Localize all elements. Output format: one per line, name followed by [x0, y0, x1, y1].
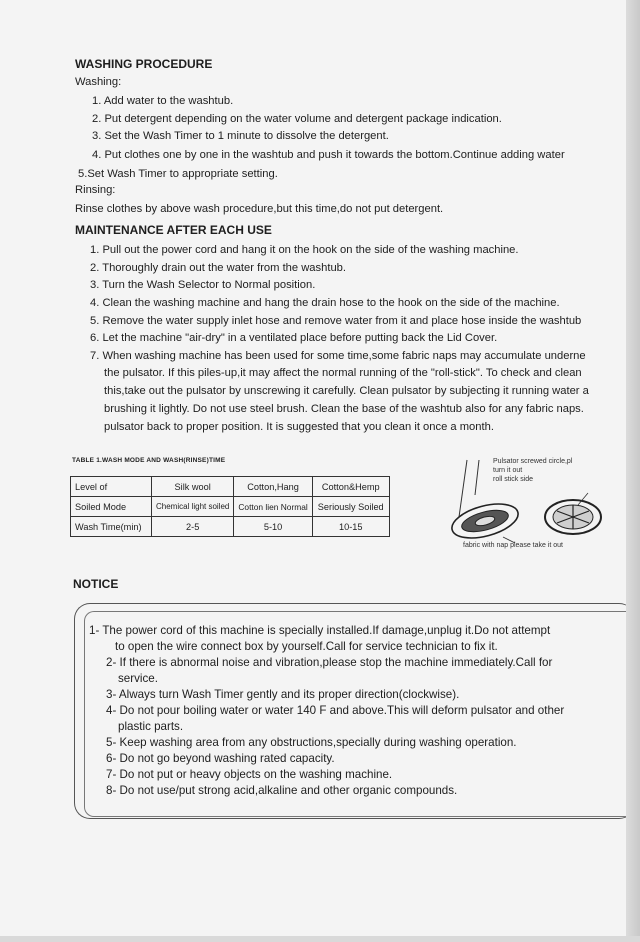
diagram-label-pulsator: Pulsator screwed circle,pl: [493, 458, 573, 465]
washing-procedure-heading: WASHING PROCEDURE: [75, 57, 213, 71]
page-edge-shadow: [626, 0, 640, 942]
notice-line: service.: [118, 672, 158, 685]
notice-line: plastic parts.: [118, 720, 184, 733]
washing-step: 5.Set Wash Timer to appropriate setting.: [78, 168, 278, 180]
table-cell: Wash Time(min): [71, 517, 152, 537]
rinsing-text: Rinse clothes by above wash procedure,but this time,do not put detergent.: [75, 203, 444, 215]
page-bottom-edge: [0, 936, 640, 942]
notice-line: to open the wire connect box by yourself.Call for service technician to fix it.: [115, 640, 498, 653]
notice-heading: NOTICE: [73, 577, 119, 591]
rinsing-label: Rinsing:: [75, 184, 116, 196]
table-cell: Soiled Mode: [71, 497, 152, 517]
notice-line: 8- Do not use/put strong acid,alkaline and other organic compounds.: [106, 784, 458, 797]
table-title: TABLE 1.WASH MODE AND WASH(RINSE)TIME: [72, 457, 226, 464]
table-cell: 5-10: [234, 517, 312, 537]
maintenance-line: this,take out the pulsator by unscrewing it carefully. Clean pulsator by subjecting it running water a: [104, 385, 589, 397]
maintenance-line: 6. Let the machine "air-dry" in a ventilated place before putting back the Lid Cover.: [90, 332, 498, 344]
wash-mode-table: [70, 476, 390, 537]
washing-step: 3. Set the Wash Timer to 1 minute to dissolve the detergent.: [92, 130, 389, 142]
maintenance-line: 3. Turn the Wash Selector to Normal position.: [90, 279, 316, 291]
washing-subtitle: Washing:: [75, 76, 122, 88]
table-cell: Chemical light soiled: [152, 497, 234, 517]
table-cell: Cotton,Hang: [234, 477, 312, 497]
washing-step: 1. Add water to the washtub.: [92, 95, 234, 107]
table-cell: Seriously Soiled: [312, 497, 389, 517]
maintenance-line: brushing it lightly. Do not use steel brush. Clean the base of the washtub also for any fabric naps.: [104, 403, 584, 415]
maintenance-line: the pulsator. If this piles-up,it may affect the normal running of the "roll-stick". To check and clean: [104, 367, 582, 379]
table-cell: 2-5: [152, 517, 234, 537]
pulsator-diagram: [445, 455, 625, 555]
notice-line: 3- Always turn Wash Timer gently and its proper direction(clockwise).: [106, 688, 460, 701]
washing-step: 2. Put detergent depending on the water volume and detergent package indication.: [92, 113, 502, 125]
table-row: [71, 517, 390, 537]
table-row: [71, 497, 390, 517]
maintenance-line: 5. Remove the water supply inlet hose and remove water from it and place hose inside the washtub: [90, 315, 582, 327]
maintenance-line: 4. Clean the washing machine and hang the drain hose to the hook on the side of the machine.: [90, 297, 560, 309]
notice-line: 5- Keep washing area from any obstructions,specially during washing operation.: [106, 736, 517, 749]
pulsator-illustration: [445, 455, 625, 555]
diagram-label-turn: turn it out: [493, 467, 523, 474]
table-cell: Silk wool: [152, 477, 234, 497]
table-cell: Level of: [71, 477, 152, 497]
maintenance-line: 7. When washing machine has been used for some time,some fabric naps may accumulate underne: [90, 350, 586, 362]
notice-line: 7- Do not put or heavy objects on the washing machine.: [106, 768, 393, 781]
diagram-label-roll-stick: roll stick side: [493, 476, 534, 483]
notice-line: 6- Do not go beyond washing rated capacity.: [106, 752, 335, 765]
notice-line: 2- If there is abnormal noise and vibration,please stop the machine immediately.Call for: [106, 656, 553, 669]
notice-line: 1- The power cord of this machine is specially installed.If damage,unplug it.Do not attempt: [89, 624, 551, 637]
notice-line: 4- Do not pour boiling water or water 140 F and above.This will deform pulsator and other: [106, 704, 565, 717]
maintenance-line: 1. Pull out the power cord and hang it on the hook on the side of the washing machine.: [90, 244, 519, 256]
maintenance-line: pulsator back to proper position. It is suggested that you clean it once a month.: [104, 421, 494, 433]
table-row: [71, 477, 390, 497]
maintenance-line: 2. Thoroughly drain out the water from the washtub.: [90, 262, 347, 274]
diagram-label-fabric-nap: fabric with nap please take it out: [463, 542, 564, 549]
table-cell: 10-15: [312, 517, 389, 537]
table-cell: Cotton lien Normal: [234, 497, 312, 517]
washing-step: 4. Put clothes one by one in the washtub and push it towards the bottom.Continue adding water: [92, 149, 565, 161]
maintenance-heading: MAINTENANCE AFTER EACH USE: [75, 223, 272, 237]
table-cell: Cotton&Hemp: [312, 477, 389, 497]
